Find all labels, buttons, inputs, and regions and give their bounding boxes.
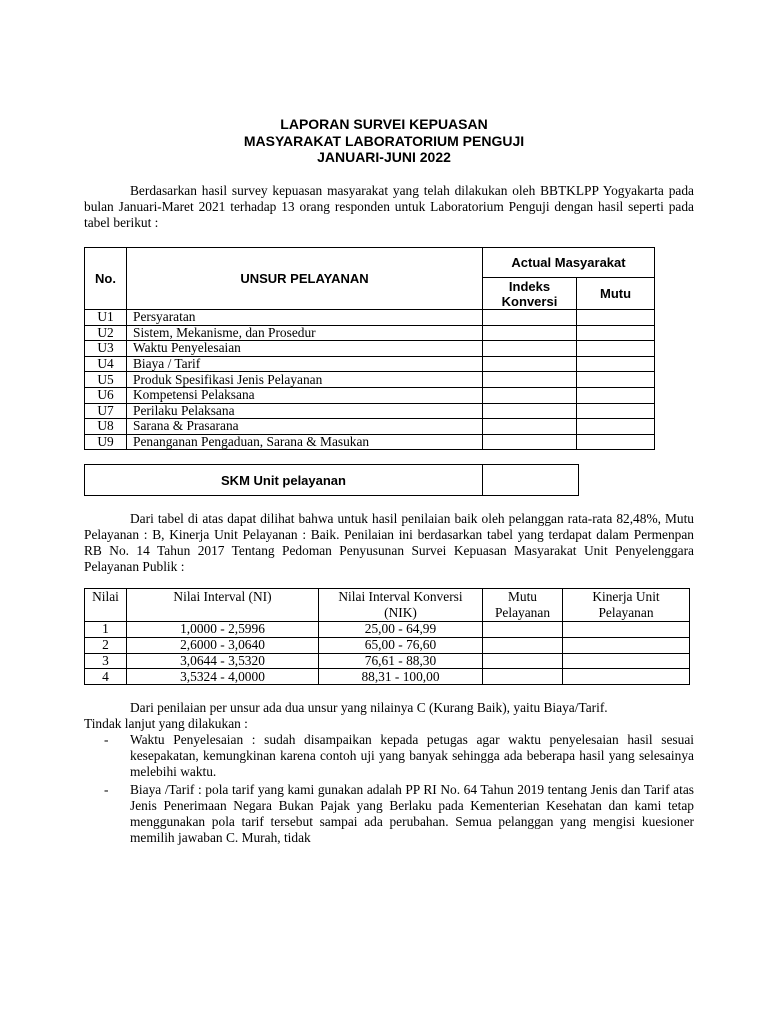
row-label: Produk Spesifikasi Jenis Pelayanan bbox=[127, 372, 483, 388]
table-row bbox=[85, 419, 655, 435]
table-row bbox=[85, 669, 690, 685]
ni-cell: 2,6000 - 3,0640 bbox=[127, 637, 319, 653]
kinerja-cell bbox=[563, 622, 690, 638]
nik-cell: 88,31 - 100,00 bbox=[319, 669, 483, 685]
nilai-cell: 4 bbox=[85, 669, 127, 685]
row-label: Waktu Penyelesaian bbox=[127, 341, 483, 357]
mutu-cell bbox=[577, 387, 655, 403]
indeks-cell bbox=[483, 434, 577, 450]
row-no: U6 bbox=[85, 387, 127, 403]
indeks-cell bbox=[483, 356, 577, 372]
table-row bbox=[85, 356, 655, 372]
report-title bbox=[0, 116, 768, 166]
table-row bbox=[85, 434, 655, 450]
followup-item-text: Biaya /Tarif : pola tarif yang kami gunakan adalah PP RI No. 64 Tahun 2019 tentang Jenis dan Tarif atas Jenis Penerimaan Negara Bukan Pajak yang Berlaku pada Kementerian Kesehatan dan kami tetap menggunakan pola tarif tersebut sampai ada perubahan. Semua pelanggan yang mengisi kuesioner memilih jawaban C. Murah, tidak bbox=[130, 782, 694, 845]
ni-cell: 3,5324 - 4,0000 bbox=[127, 669, 319, 685]
unsur-pelayanan-table bbox=[84, 247, 655, 450]
followup-item-text: Waktu Penyelesaian : sudah disampaikan kepada petugas agar waktu penyelesaian hasil sesuai kesepakatan, kemungkinan karena contoh uji yang banyak sehingga ada beberapa hasil yang selesainya melebihi waktu. bbox=[130, 732, 694, 779]
ni-cell: 1,0000 - 2,5996 bbox=[127, 622, 319, 638]
table-row bbox=[85, 341, 655, 357]
header-nilai: Nilai bbox=[85, 589, 127, 622]
followup-heading: Tindak lanjut yang dilakukan : bbox=[84, 716, 248, 731]
nik-cell: 65,00 - 76,60 bbox=[319, 637, 483, 653]
header-no: No. bbox=[85, 248, 127, 310]
table-row bbox=[85, 325, 655, 341]
row-no: U2 bbox=[85, 325, 127, 341]
mutu-cell bbox=[483, 669, 563, 685]
title-line-3: JANUARI-JUNI 2022 bbox=[317, 149, 451, 165]
mutu-cell bbox=[577, 372, 655, 388]
table-row bbox=[85, 403, 655, 419]
summary-paragraph bbox=[84, 511, 694, 575]
nilai-cell: 1 bbox=[85, 622, 127, 638]
row-label: Penanganan Pengaduan, Sarana & Masukan bbox=[127, 434, 483, 450]
header-mutu: Mutu bbox=[577, 278, 655, 310]
indeks-cell bbox=[483, 419, 577, 435]
table-row bbox=[85, 310, 655, 326]
finding-text: Dari penilaian per unsur ada dua unsur yang nilainya C (Kurang Baik), yaitu Biaya/Tarif. bbox=[130, 700, 608, 715]
row-no: U8 bbox=[85, 419, 127, 435]
header-indeks-konversi: Indeks Konversi bbox=[483, 278, 577, 310]
row-label: Perilaku Pelaksana bbox=[127, 403, 483, 419]
mutu-cell bbox=[483, 653, 563, 669]
table-row bbox=[85, 637, 690, 653]
mutu-cell bbox=[577, 341, 655, 357]
row-label: Biaya / Tarif bbox=[127, 356, 483, 372]
title-line-2: MASYARAKAT LABORATORIUM PENGUJI bbox=[243, 132, 525, 149]
mutu-cell bbox=[483, 622, 563, 638]
header-mutu-pelayanan: Mutu Pelayanan bbox=[483, 589, 563, 622]
header-unsur-pelayanan: UNSUR PELAYANAN bbox=[127, 248, 483, 310]
header-actual-masyarakat: Actual Masyarakat bbox=[483, 248, 655, 278]
followup-item bbox=[84, 732, 694, 780]
ni-cell: 3,0644 - 3,5320 bbox=[127, 653, 319, 669]
row-no: U1 bbox=[85, 310, 127, 326]
nilai-cell: 2 bbox=[85, 637, 127, 653]
indeks-cell bbox=[483, 310, 577, 326]
followup-item bbox=[84, 782, 694, 846]
mutu-cell bbox=[577, 356, 655, 372]
mutu-cell bbox=[483, 637, 563, 653]
row-no: U4 bbox=[85, 356, 127, 372]
header-nilai-interval: Nilai Interval (NI) bbox=[127, 589, 319, 622]
row-no: U9 bbox=[85, 434, 127, 450]
indeks-cell bbox=[483, 387, 577, 403]
row-no: U7 bbox=[85, 403, 127, 419]
mutu-cell bbox=[577, 434, 655, 450]
mutu-cell bbox=[577, 419, 655, 435]
title-line-1: LAPORAN SURVEI KEPUASAN bbox=[280, 116, 488, 132]
nik-cell: 76,61 - 88,30 bbox=[319, 653, 483, 669]
header-nilai-interval-konversi: Nilai Interval Konversi (NIK) bbox=[319, 589, 483, 622]
table-row bbox=[85, 372, 655, 388]
kinerja-cell bbox=[563, 669, 690, 685]
row-label: Kompetensi Pelaksana bbox=[127, 387, 483, 403]
nilai-interval-table bbox=[84, 588, 690, 685]
indeks-cell bbox=[483, 325, 577, 341]
skm-unit-table bbox=[84, 464, 579, 496]
intro-paragraph bbox=[84, 183, 694, 231]
skm-unit-label: SKM Unit pelayanan bbox=[85, 465, 483, 496]
indeks-cell bbox=[483, 341, 577, 357]
indeks-cell bbox=[483, 372, 577, 388]
table-row bbox=[85, 653, 690, 669]
nilai-cell: 3 bbox=[85, 653, 127, 669]
finding-paragraph bbox=[84, 700, 694, 716]
table-row bbox=[85, 387, 655, 403]
bullet-dash: - bbox=[104, 782, 109, 797]
header-kinerja-unit: Kinerja Unit Pelayanan bbox=[563, 589, 690, 622]
kinerja-cell bbox=[563, 637, 690, 653]
summary-text: Dari tabel di atas dapat dilihat bahwa untuk hasil penilaian baik oleh pelanggan rata-rata 82,48%, Mutu Pelayanan : B, Kinerja Unit Pelayanan : Baik. Penilaian ini berdasarkan tabel yang terdapat dalam Permenpan RB No. 14 Tahun 2017 Tentang Pedoman Penyusunan Survei Kepuasan Masyarakat Unit Penyelenggara Pelayanan Publik : bbox=[84, 511, 694, 574]
row-no: U5 bbox=[85, 372, 127, 388]
indeks-cell bbox=[483, 403, 577, 419]
intro-text: Berdasarkan hasil survey kepuasan masyarakat yang telah dilakukan oleh BBTKLPP Yogyakarta pada bulan Januari-Maret 2021 terhadap 13 orang responden untuk Laboratorium Penguji dengan hasil seperti pada tabel berikut : bbox=[84, 183, 694, 230]
skm-unit-value-cell bbox=[483, 465, 579, 496]
row-label: Persyaratan bbox=[127, 310, 483, 326]
row-no: U3 bbox=[85, 341, 127, 357]
table-row bbox=[85, 622, 690, 638]
mutu-cell bbox=[577, 325, 655, 341]
mutu-cell bbox=[577, 403, 655, 419]
kinerja-cell bbox=[563, 653, 690, 669]
mutu-cell bbox=[577, 310, 655, 326]
bullet-dash: - bbox=[104, 732, 109, 747]
row-label: Sarana & Prasarana bbox=[127, 419, 483, 435]
nik-cell: 25,00 - 64,99 bbox=[319, 622, 483, 638]
row-label: Sistem, Mekanisme, dan Prosedur bbox=[127, 325, 483, 341]
